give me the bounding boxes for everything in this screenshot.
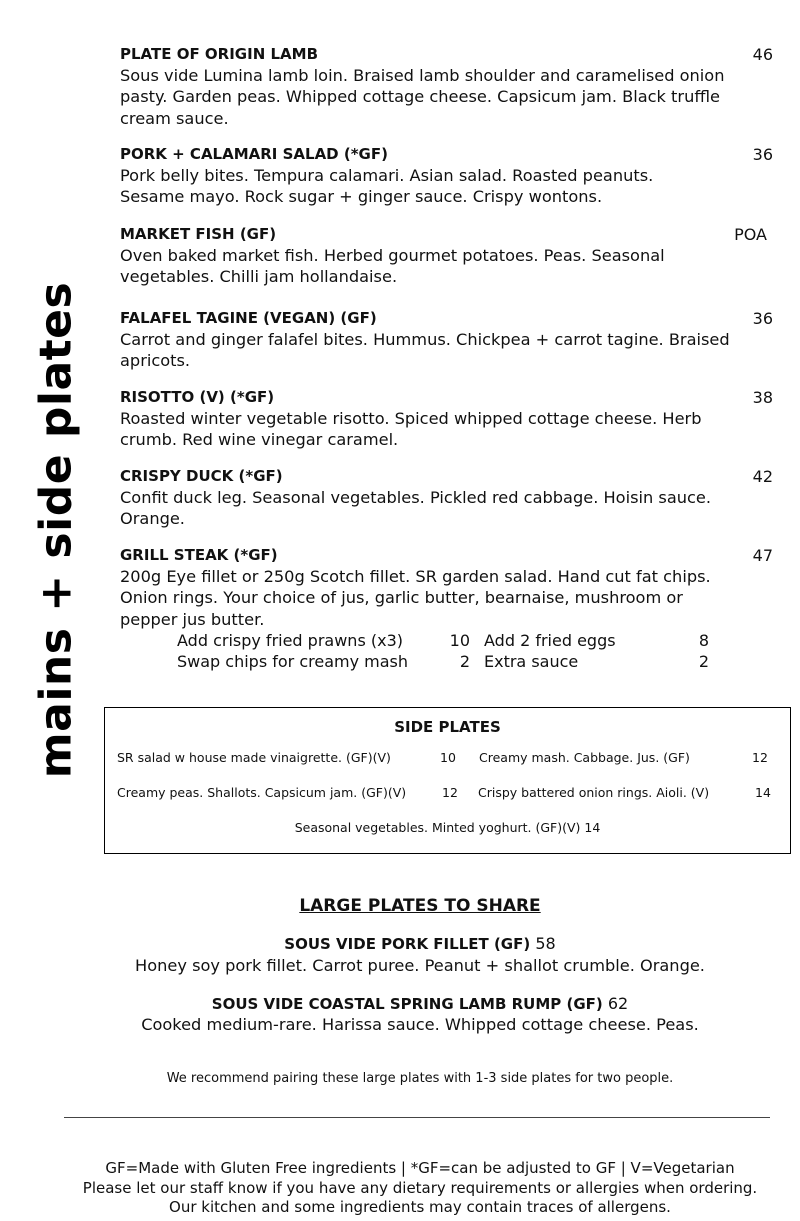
large-plates-title: LARGE PLATES TO SHARE xyxy=(299,896,541,916)
dish-description: Sous vide Lumina lamb loin. Braised lamb shoulder and caramelised onion pasty. Garden peas. Whipped cottage cheese. Capsicum jam. Black truffle cream sauce. xyxy=(120,66,725,128)
side-plate-item xyxy=(117,750,391,765)
footer-allergen-warning: Our kitchen and some ingredients may contain traces of allergens. xyxy=(169,1198,671,1216)
side-plates-box xyxy=(104,707,791,854)
dish-item xyxy=(120,466,775,530)
dish-item xyxy=(120,387,775,451)
dish-item xyxy=(120,144,775,208)
pairing-note: We recommend pairing these large plates with 1-3 side plates for two people. xyxy=(166,1071,674,1086)
steak-addons xyxy=(177,630,775,672)
dish-name: GRILL STEAK (*GF) xyxy=(120,546,278,564)
addon-price: 2 xyxy=(698,651,709,671)
side-plate-label: Seasonal vegetables. Minted yoghurt. (GF)(V) xyxy=(294,820,581,835)
dish-description: Oven baked market fish. Herbed gourmet potatoes. Peas. Seasonal vegetables. Chilli jam hollandaise. xyxy=(120,246,665,287)
dish-price: 36 xyxy=(752,309,773,328)
dish-name: MARKET FISH (GF) xyxy=(120,225,277,243)
side-plate-price: 12 xyxy=(442,785,458,800)
addon-price: 10 xyxy=(449,630,470,650)
addon-label: Add 2 fried eggs xyxy=(484,630,616,650)
large-plate-name: SOUS VIDE PORK FILLET (GF) xyxy=(284,935,531,953)
dish-price: 42 xyxy=(752,467,773,486)
dish-description: Roasted winter vegetable risotto. Spiced whipped cottage cheese. Herb crumb. Red wine vinegar caramel. xyxy=(120,409,702,450)
dish-price: 36 xyxy=(752,145,773,164)
dish-item xyxy=(120,44,775,129)
large-plate-item xyxy=(60,934,780,953)
dish-description: Pork belly bites. Tempura calamari. Asian salad. Roasted peanuts. Sesame mayo. Rock sugar + ginger sauce. Crispy wontons. xyxy=(120,166,654,207)
divider xyxy=(64,1117,770,1118)
side-plates-title: SIDE PLATES xyxy=(394,718,501,736)
dish-price: POA xyxy=(734,225,767,244)
footer-allergy-note: Please let our staff know if you have any dietary requirements or allergies when ordering. xyxy=(82,1179,758,1197)
large-plate-description: Cooked medium-rare. Harissa sauce. Whipped cottage cheese. Peas. xyxy=(141,1015,699,1034)
side-plate-label: Creamy peas. Shallots. Capsicum jam. (GF)(V) xyxy=(117,785,407,800)
dish-description: 200g Eye fillet or 250g Scotch fillet. SR garden salad. Hand cut fat chips. Onion rings. Your choice of jus, garlic butter, bearnaise, mushroom or pepper jus butter. xyxy=(120,567,711,629)
dish-price: 47 xyxy=(752,546,773,565)
side-plate-label: SR salad w house made vinaigrette. (GF)(V) xyxy=(117,750,391,765)
addon-price: 2 xyxy=(459,651,470,671)
side-plate-item xyxy=(105,820,790,835)
addon-label: Extra sauce xyxy=(484,651,579,671)
dish-description: Confit duck leg. Seasonal vegetables. Pickled red cabbage. Hoisin sauce. Orange. xyxy=(120,488,712,529)
large-plate-price: 62 xyxy=(607,994,629,1013)
side-plate-item xyxy=(479,750,690,765)
side-plate-label: Creamy mash. Cabbage. Jus. (GF) xyxy=(479,750,690,765)
dish-item xyxy=(120,545,775,672)
large-plate-item xyxy=(60,994,780,1013)
dish-name: FALAFEL TAGINE (VEGAN) (GF) xyxy=(120,309,377,327)
large-plate-description: Honey soy pork fillet. Carrot puree. Peanut + shallot crumble. Orange. xyxy=(135,956,705,975)
side-plate-item xyxy=(117,785,406,800)
dish-name: CRISPY DUCK (*GF) xyxy=(120,467,283,485)
dish-item xyxy=(120,224,775,288)
side-plate-price: 14 xyxy=(584,820,601,835)
footer-legend: GF=Made with Gluten Free ingredients | *GF=can be adjusted to GF | V=Vegetarian xyxy=(105,1159,735,1177)
side-plate-price: 12 xyxy=(752,750,768,765)
dish-description: Carrot and ginger falafel bites. Hummus. Chickpea + carrot tagine. Braised apricots. xyxy=(120,330,730,371)
dish-name: RISOTTO (V) (*GF) xyxy=(120,388,275,406)
large-plate-price: 58 xyxy=(535,934,556,953)
dish-name: PORK + CALAMARI SALAD (*GF) xyxy=(120,145,388,163)
side-plate-label: Crispy battered onion rings. Aioli. (V) xyxy=(478,785,710,800)
addon-label: Swap chips for creamy mash xyxy=(177,651,409,671)
section-title-vertical: mains + side plates xyxy=(30,281,82,779)
dish-item xyxy=(120,308,775,372)
side-plate-price: 14 xyxy=(755,785,771,800)
large-plate-name: SOUS VIDE COASTAL SPRING LAMB RUMP (GF) xyxy=(211,995,603,1013)
dish-price: 46 xyxy=(752,45,773,64)
side-plate-item xyxy=(478,785,709,800)
side-plate-price: 10 xyxy=(440,750,456,765)
addon-label: Add crispy fried prawns (x3) xyxy=(177,630,403,650)
addon-price: 8 xyxy=(698,630,709,650)
dish-name: PLATE OF ORIGIN LAMB xyxy=(120,45,318,63)
dish-price: 38 xyxy=(752,388,773,407)
